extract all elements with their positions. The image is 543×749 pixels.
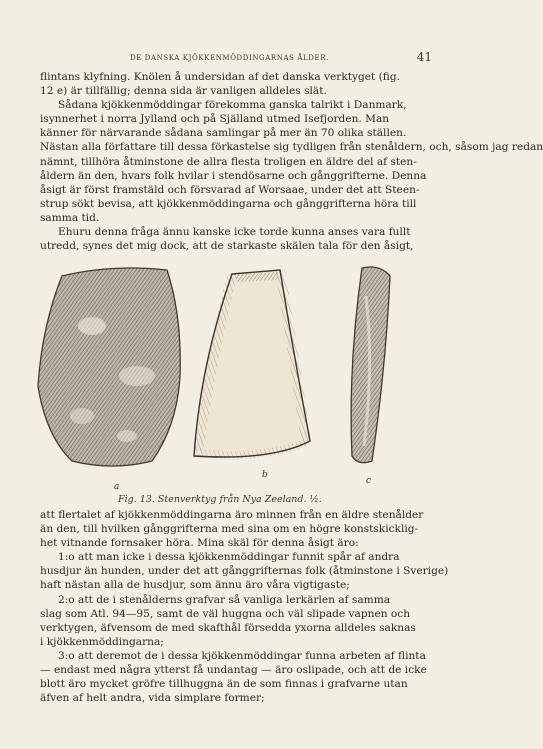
stone-tools-engraving <box>32 256 442 496</box>
tool-b-drawing <box>194 270 310 457</box>
text-line: Ehuru denna fråga ännu kanske icke torde kunna anses vara fullt <box>58 226 411 239</box>
text-line: känner för närvarande sådana samlingar på mer än 70 olika ställen. <box>40 127 407 140</box>
text-line: äfven af helt andra, vida simplare former; <box>40 692 265 705</box>
text-line: Sådana kjökkenmöddingar förekomma ganska talrikt i Danmark, <box>58 99 407 112</box>
figure-label-c: c <box>366 476 372 486</box>
text-line: i kjökkenmöddingarna; <box>40 635 164 648</box>
page-number: 41 <box>416 50 432 64</box>
figure-stone-tools <box>32 256 442 496</box>
text-line: blott äro mycket gröfre tillhuggna än de som finnas i grafvarne utan <box>40 678 408 691</box>
text-line: åldern än den, hvars folk hvilar i stendösarne och gånggrifterne. Denna <box>40 169 427 182</box>
text-line: flintans klyfning. Knölen å undersidan af det danska verktyget (fig. <box>40 71 401 83</box>
lower-paragraphs <box>40 508 449 705</box>
text-line: 2:o att de i stenålderns grafvar så vanliga lerkärlen af samma <box>58 593 391 606</box>
text-line: 1:o att man icke i dessa kjökkenmöddingar funnit spår af andra <box>58 551 400 564</box>
tool-a-drawing <box>38 268 180 466</box>
text-line: slag som Atl. 94—95, samt de väl huggna och väl slipade vapnen och <box>40 607 411 620</box>
text-line: att flertalet af kjökkenmöddingarna äro minnen från en äldre stenålder <box>40 509 424 521</box>
page-header <box>40 52 432 68</box>
text-line: strup sökt bevisa, att kjökkenmöddingarna och gånggrifterna höra till <box>40 197 417 210</box>
text-line: utredd, synes det mig dock, att de starkaste skälen tala för den åsigt, <box>40 240 414 253</box>
text-line: Nästan alla författare till dessa förkastelse sig tydligen från stenåldern, och, såsom jag redan <box>40 141 543 154</box>
text-line: nämnt, tillhöra åtminstone de allra flesta troligen en äldre del af sten- <box>40 155 417 168</box>
text-line: 3:o att deremot de i dessa kjökkenmöddingar funna arbeten af flinta <box>58 649 426 662</box>
text-line: åsigt är först framstäld och försvarad af Worsaae, under det att Steen- <box>40 183 420 196</box>
figure-caption: Fig. 13. Stenverktyg från Nya Zeeland. ½. <box>118 494 322 505</box>
text-line: samma tid. <box>40 211 100 224</box>
upper-paragraphs <box>40 70 543 253</box>
text-line: än den, till hvilken gånggrifterna med sina om en högre konstskicklig- <box>40 523 419 536</box>
text-line: isynnerhet i norra Jylland och på Själland utmed Isefjorden. Man <box>40 113 390 126</box>
text-line: 12 e) är tillfällig; denna sida är vanligen alldeles slät. <box>40 85 327 98</box>
figure-label-a: a <box>114 482 120 492</box>
figure-label-b: b <box>262 470 268 480</box>
text-line: verktygen, äfvensom de med skafthål försedda yxorna alldeles saknas <box>40 621 416 634</box>
text-line: — endast med några ytterst få undantag — äro oslipade, och att de icke <box>40 664 427 677</box>
text-line: het vitnande fornsaker höra. Mina skäl för denna åsigt äro: <box>40 537 359 550</box>
text-line: husdjur än hunden, under det att gånggrifternas folk (åtminstone i Sverige) <box>40 565 449 578</box>
tool-c-drawing <box>351 267 390 463</box>
text-line: haft nästan alla de husdjur, som ännu äro våra vigtigaste; <box>40 579 350 592</box>
running-head: DE DANSKA KJÖKKENMÖDDINGARNAS ÅLDER. <box>130 54 329 62</box>
